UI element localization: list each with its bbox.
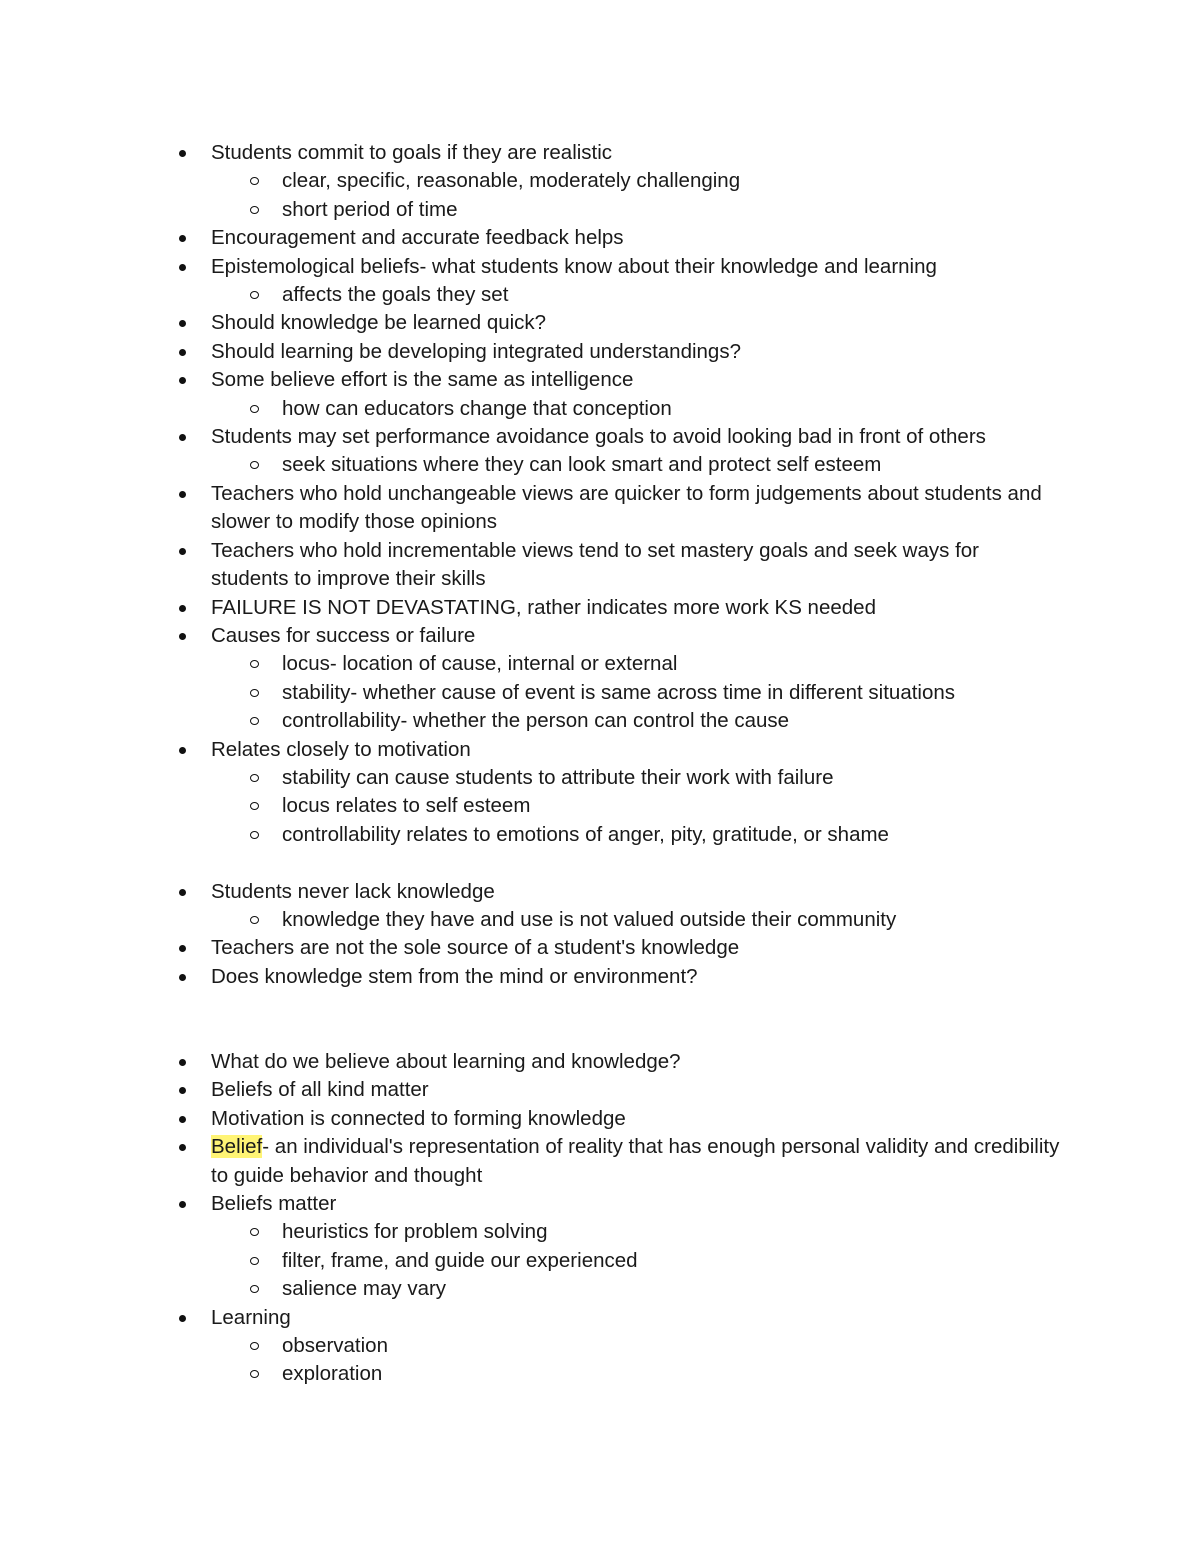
sub-bullet-text: knowledge they have and use is not valued outside their community — [282, 907, 897, 931]
sub-bullet-item — [0, 167, 1062, 195]
bullet-text: Causes for success or failure — [211, 623, 476, 647]
bullet-text: Teachers who hold unchangeable views are quicker to form judgements about students and slower to modify those opinions — [211, 481, 1042, 534]
bullet-item — [0, 622, 1061, 650]
bullet-item — [0, 366, 1061, 394]
sub-bullet-item — [0, 281, 1062, 309]
sub-bullet-item — [0, 707, 1062, 735]
bullet-section — [0, 1048, 1200, 1389]
sub-bullet-text: how can educators change that conception — [282, 396, 672, 420]
bullet-text: Some believe effort is the same as intelligence — [211, 368, 634, 392]
sub-bullet-text: stability can cause students to attribute their work with failure — [282, 765, 834, 789]
sub-bullet-text: locus- location of cause, internal or external — [282, 652, 678, 676]
sub-bullet-text: filter, frame, and guide our experienced — [282, 1248, 638, 1272]
bullet-text: What do we believe about learning and knowledge? — [211, 1049, 681, 1073]
bullet-item — [0, 963, 1061, 991]
sub-bullet-text: exploration — [282, 1362, 383, 1386]
bullet-item — [0, 338, 1061, 366]
section-spacer — [0, 991, 1200, 1048]
bullet-text: Should learning be developing integrated understandings? — [211, 339, 741, 363]
bullet-item — [0, 224, 1061, 252]
bullet-item — [0, 934, 1061, 962]
sub-bullet-item — [0, 792, 1062, 820]
bullet-item — [0, 537, 1061, 594]
bullet-text: Teachers who hold incrementable views tend to set mastery goals and seek ways for students to improve their skills — [211, 538, 979, 591]
sub-bullet-text: heuristics for problem solving — [282, 1220, 548, 1244]
sub-bullet-text: affects the goals they set — [282, 283, 509, 307]
sub-bullet-text: salience may vary — [282, 1277, 447, 1301]
bullet-text: Relates closely to motivation — [211, 737, 471, 761]
sub-bullet-item — [0, 395, 1062, 423]
sub-bullet-item — [0, 1360, 1062, 1388]
bullet-text: Teachers are not the sole source of a student's knowledge — [211, 936, 740, 960]
bullet-text: Students may set performance avoidance goals to avoid looking bad in front of others — [211, 425, 986, 449]
sub-bullet-item — [0, 679, 1062, 707]
sub-bullet-text: stability- whether cause of event is same across time in different situations — [282, 680, 956, 704]
bullet-text: Does knowledge stem from the mind or environment? — [211, 964, 698, 988]
bullet-item — [0, 1133, 1061, 1190]
bullet-text: Epistemological beliefs- what students know about their knowledge and learning — [211, 254, 937, 278]
bullet-section — [0, 878, 1200, 992]
sub-bullet-item — [0, 451, 1062, 479]
sub-bullet-text: controllability relates to emotions of anger, pity, gratitude, or shame — [282, 822, 889, 846]
sub-bullet-item — [0, 650, 1062, 678]
bullet-text: FAILURE IS NOT DEVASTATING, rather indicates more work KS needed — [211, 595, 876, 619]
bullet-item — [0, 253, 1061, 281]
bullet-item — [0, 1048, 1061, 1076]
sub-bullet-text: locus relates to self esteem — [282, 794, 531, 818]
document-body — [0, 139, 1200, 1389]
bullet-item — [0, 736, 1061, 764]
sub-bullet-item — [0, 1275, 1062, 1303]
bullet-section — [0, 139, 1200, 849]
bullet-text: Students commit to goals if they are realistic — [211, 141, 613, 164]
sub-bullet-item — [0, 1332, 1062, 1360]
bullet-item — [0, 1076, 1061, 1104]
bullet-item — [0, 1190, 1061, 1218]
sub-bullet-item — [0, 821, 1062, 849]
bullet-text: Learning — [211, 1305, 291, 1329]
bullet-item — [0, 1105, 1061, 1133]
bullet-text: Students never lack knowledge — [211, 879, 495, 903]
sub-bullet-item — [0, 906, 1062, 934]
bullet-text: Motivation is connected to forming knowledge — [211, 1106, 626, 1130]
highlighted-term: Belief — [211, 1135, 263, 1159]
bullet-item — [0, 878, 1061, 906]
sub-bullet-item — [0, 196, 1062, 224]
sub-bullet-text: controllability- whether the person can control the cause — [282, 709, 790, 733]
bullet-text: Encouragement and accurate feedback helps — [211, 226, 624, 250]
sub-bullet-text: seek situations where they can look smart and protect self esteem — [282, 453, 882, 477]
bullet-text: Should knowledge be learned quick? — [211, 311, 547, 335]
sub-bullet-item — [0, 1218, 1062, 1246]
bullet-item — [0, 139, 1061, 167]
sub-bullet-item — [0, 1247, 1062, 1275]
bullet-text: Beliefs matter — [211, 1192, 337, 1215]
bullet-text: Beliefs of all kind matter — [211, 1078, 429, 1102]
sub-bullet-text: observation — [282, 1334, 388, 1358]
bullet-item — [0, 309, 1061, 337]
section-spacer — [0, 849, 1200, 877]
bullet-item — [0, 1304, 1061, 1332]
sub-bullet-text: clear, specific, reasonable, moderately challenging — [282, 169, 741, 193]
bullet-text: - an individual's representation of reality that has enough personal validity and credibility to guide behavior and thought — [211, 1135, 1060, 1187]
bullet-item — [0, 480, 1061, 537]
bullet-item — [0, 423, 1061, 451]
bullet-item — [0, 594, 1061, 622]
sub-bullet-text: short period of time — [282, 197, 458, 221]
sub-bullet-item — [0, 764, 1062, 792]
